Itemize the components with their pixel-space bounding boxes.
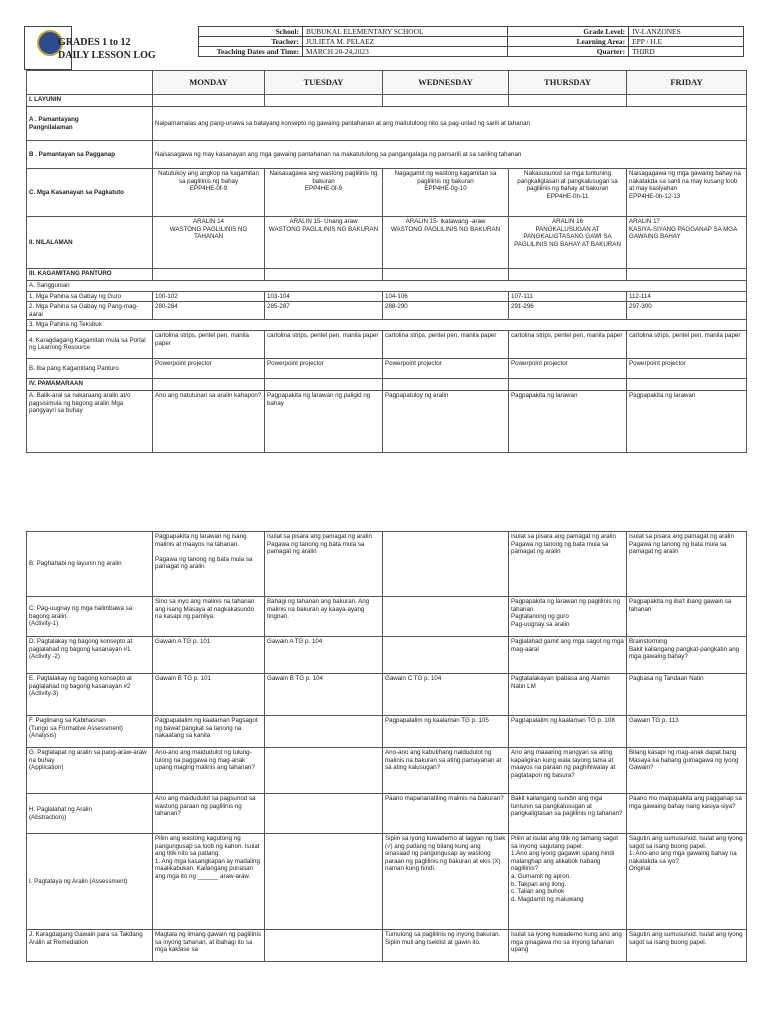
dates-value: MARCH 20-24,2023 bbox=[302, 47, 507, 57]
nilalaman-thursday: ARALIN 16 PANGKALUSUGAN AT PANGKALIGTASANG GAWI SA PAGLILINIS NG BAHAY AT BAKURAN bbox=[509, 217, 627, 269]
log-title bbox=[58, 36, 156, 62]
day-thursday: THURSDAY bbox=[509, 71, 627, 95]
kasanayan-tuesday: Naisasagawa ang wastong paglilinis ng bakuran EPP4HE-0f-9 bbox=[265, 169, 383, 217]
mag-aaral-thursday: 291-296 bbox=[509, 302, 627, 320]
halimbawa-label: C. Pag-uugnay ng mga halimbawa sa bagong aralin. (Activity-1) bbox=[27, 597, 153, 637]
nilalaman-wednesday: ARALIN 15- Ikalawang -araw WASTONG PAGLILINIS NG BAKURAN bbox=[383, 217, 509, 269]
remediation-label: J. Karagdagang Gawain para sa Takdang Aralin at Remediation bbox=[27, 930, 153, 962]
guro-label: 1. Mga Pahina sa Gabay ng Guro bbox=[27, 291, 153, 302]
pamamaraan-label: IV. PAMAMARAAN bbox=[27, 378, 153, 390]
balik-label: A. Balik-aral sa nakaraang aralin at/o pagsisimula ng bagong aralin Mga pangyayri sa buhay bbox=[27, 390, 153, 452]
iba-monday: Powerpoint projector bbox=[153, 358, 265, 378]
karagdagang-wednesday: cartolina strips, pentel pen, manila paper bbox=[383, 330, 509, 358]
day-wednesday: WEDNESDAY bbox=[383, 71, 509, 95]
paghahabi-tuesday: Isulat sa pisara ang pamagat ng aralin Pagawa ng tanong ng bata mula sa pamagat ng aralin bbox=[265, 532, 383, 597]
pagtataya-thursday: Piliin at isulat ang titik ng tamang sagot sa inyong sagutang papel. 1.Ano ang iyong gagawin upang hindi malanghap ang alikabok habang naglilinis? a. Gumamit ng apron. b. Takpan ang ilong. c. Talian ang buhok d. Magdamit ng maluwang bbox=[509, 834, 627, 930]
karagdagang-label: 4. Karagdagang Kagamitan mula sa Portal ng Learning Resource bbox=[27, 330, 153, 358]
paglalapat-wednesday: Ano-ano ang kabutihang naidudulot ng malinis na bakuran sa ating pamayanan at sa ating kalusugan? bbox=[383, 748, 509, 794]
paglalapat-label: G. Paglalapat ng aralin sa pang-araw-araw na buhay (Application) bbox=[27, 748, 153, 794]
area-value: EPP / H.E bbox=[629, 37, 744, 47]
pagganap-text: Naisasagawa ng may kasanayan ang mga gawaing pantahanan na makatutulong sa pangangalaga ng pansarili at sa sariling tahanan bbox=[153, 141, 747, 169]
paghahabi-label: B. Paghahabi ng layunin ng aralin bbox=[27, 532, 153, 597]
sanggunian-label: A. Sanggunian bbox=[27, 281, 747, 292]
konsepto1-label: D. Pagtalakay ng bagong konsepto at paglalahad ng bagong kasanayan #1 (Activity -2) bbox=[27, 637, 153, 674]
guro-thursday: 107-111 bbox=[509, 291, 627, 302]
paglalahat-thursday: Bakit kailangang sundin ang mga tuntunin sa pangkalusugan at pangkaligtasan sa paglilinis ng tahanan? bbox=[509, 794, 627, 834]
corner-cell bbox=[27, 71, 153, 95]
guro-wednesday: 104-106 bbox=[383, 291, 509, 302]
paglalahat-monday: Ano ang maidudulot sa pagsunod sa wastong paraan ng paglilinis ng tahanan? bbox=[153, 794, 265, 834]
day-tuesday: TUESDAY bbox=[265, 71, 383, 95]
mag-aaral-label: 2. Mga Pahina sa Gabay ng Pang-mag-aaral bbox=[27, 302, 153, 320]
lesson-log-table-bottom bbox=[26, 531, 747, 962]
kabihasaan-monday: Pagpapalalim ng kaalaman Pagsagot ng bawat pangkat sa tanong na nakaatang sa kanila bbox=[153, 716, 265, 748]
karagdagang-thursday: cartolina strips, pentel pen, manila paper bbox=[509, 330, 627, 358]
konsepto2-thursday: Pagtatalakayan Ipabasa ang Alamin Natin LM bbox=[509, 674, 627, 716]
quarter-label: Quarter: bbox=[507, 47, 629, 57]
remediation-wednesday: Tumulong sa paglilinis ng inyong bakuran. Sipiin muli ang tseklist at gawin ito. bbox=[383, 930, 509, 962]
title-line2: DAILY LESSON LOG bbox=[58, 50, 156, 61]
konsepto2-monday: Gawain B TG p. 101 bbox=[153, 674, 265, 716]
kabihasaan-label: F. Paglinang sa Kabihasnan (Tungo sa Formative Assessment) (Analysis) bbox=[27, 716, 153, 748]
lesson-log-table-top bbox=[26, 70, 747, 453]
iba-friday: Powerpoint projector bbox=[627, 358, 747, 378]
balik-thursday: Pagpapakita ng larawan bbox=[509, 390, 627, 452]
paglalapat-friday: Bilang kasapi ng mag-anak dapat bang Masaya ka habang gumagawa ng iyong Gawain? bbox=[627, 748, 747, 794]
kasanayan-monday: Natutukoy ang angkop na kagamitan sa paglilinis ng bahay EPP4HE-0f-9 bbox=[153, 169, 265, 217]
karagdagang-friday: cartolina strips, pentel pen, manila paper bbox=[627, 330, 747, 358]
halimbawa-tuesday: Bahagi ng tahanan ang bakuran. Ang malinis na bakuran ay kaaya-ayang tingnan. bbox=[265, 597, 383, 637]
iba-tuesday: Powerpoint projector bbox=[265, 358, 383, 378]
paghahabi-wednesday bbox=[383, 532, 509, 597]
karagdagang-monday: cartolina strips, pentel pen, manila paper bbox=[153, 330, 265, 358]
paglalapat-tuesday bbox=[265, 748, 383, 794]
konsepto1-wednesday bbox=[383, 637, 509, 674]
kasanayan-wednesday: Nagagamit ng wastong kagamitan sa paglilinis ng bakuran EPP4HE-0g-10 bbox=[383, 169, 509, 217]
layunin-label: I. LAYUNIN bbox=[27, 95, 153, 107]
remediation-thursday: Isulat sa iyong kuwaderno kung ano ang mga ginagawa mo sa inyong tahanan upang bbox=[509, 930, 627, 962]
nilalaman-monday: ARALIN 14 WASTONG PAGLILINIS NG TAHANAN bbox=[153, 217, 265, 269]
mag-aaral-monday: 280-284 bbox=[153, 302, 265, 320]
konsepto1-thursday: Paglalahad gamit ang mga sagot ng mga mag-aaral bbox=[509, 637, 627, 674]
iba-thursday: Powerpoint projector bbox=[509, 358, 627, 378]
pagganap-label: B . Pamantayan sa Pagganap bbox=[27, 141, 153, 169]
konsepto2-wednesday: Gawain C TG p. 104 bbox=[383, 674, 509, 716]
pagtataya-label: I. Pagtataya ng Aralin (Assessment) bbox=[27, 834, 153, 930]
kabihasaan-friday: Gawain TG p. 113 bbox=[627, 716, 747, 748]
day-friday: FRIDAY bbox=[627, 71, 747, 95]
header-info-table bbox=[198, 26, 744, 57]
kagamitan-label: III. KAGAMITANG PANTURO bbox=[27, 269, 153, 281]
quarter-value: THIRD bbox=[629, 47, 744, 57]
halimbawa-monday: Sino sa inyo ang malinis na tahanan ang isang Masaya at nagkakasundo na kasapi ng pamilya. bbox=[153, 597, 265, 637]
pagtataya-friday: Sagutin ang sumusunod. Isulat ang iyong sagot sa isang buong papel. 1. Ano-ano ang mga gawaing bahay na nakatakda sa iyo? Original bbox=[627, 834, 747, 930]
iba-wednesday: Powerpoint projector bbox=[383, 358, 509, 378]
konsepto1-tuesday: Gawain A TG p. 104 bbox=[265, 637, 383, 674]
pagtataya-tuesday bbox=[265, 834, 383, 930]
balik-tuesday: Pagpapakita ng larawan ng paligid ng bahay bbox=[265, 390, 383, 452]
paglalahat-tuesday bbox=[265, 794, 383, 834]
kabihasaan-thursday: Pagpapalalim ng kaalaman TG p. 108 bbox=[509, 716, 627, 748]
pamantayang-label: A . Pamantayang Pangnilalaman bbox=[27, 107, 153, 141]
balik-monday: Ano ang natutunan sa aralin kahapon? bbox=[153, 390, 265, 452]
balik-friday: Pagpapakita ng larawan bbox=[627, 390, 747, 452]
guro-tuesday: 103-104 bbox=[265, 291, 383, 302]
kasanayan-thursday: Nakasusunod sa mga tuntuning pangkaligtasan at pangkalusugan sa paglilinis ng bahay at bakuran EPP4HE-0h-11 bbox=[509, 169, 627, 217]
mag-aaral-tuesday: 285-287 bbox=[265, 302, 383, 320]
pagtataya-wednesday: Sipiin sa iyong kuwaderno at lagyan ng tsek (√) ang patlang ng bilang kung ang sinasaad ng pangungusap ay wastong paraan ng paglilinis ng bakuran at ekis (X) naman kung hindi. bbox=[383, 834, 509, 930]
karagdagang-tuesday: cartolina strips, pentel pen, manila paper bbox=[265, 330, 383, 358]
kasanayan-friday: Naisagagawa ng mga gawaing bahay na nakatakda sa sarili na may kusang loob at may kasiyahan EPP4HE-0h-12-13 bbox=[627, 169, 747, 217]
konsepto2-friday: Pagbasa ng Tandaan Natin bbox=[627, 674, 747, 716]
kabihasaan-tuesday bbox=[265, 716, 383, 748]
konsepto1-monday: Gawain A TG p. 101 bbox=[153, 637, 265, 674]
konsepto2-tuesday: Gawain B TG p. 104 bbox=[265, 674, 383, 716]
school-label: School: bbox=[199, 27, 303, 37]
konsepto2-label: E. Pagtalakay ng bagong konsepto at paglalahad ng bagong kasanayan #2 (Activity-3) bbox=[27, 674, 153, 716]
mag-aaral-wednesday: 288-290 bbox=[383, 302, 509, 320]
remediation-monday: Magtala ng limang gawain ng paglilinis sa inyong tahanan, at ibahagi ito sa mga kaklase sa bbox=[153, 930, 265, 962]
guro-monday: 100-102 bbox=[153, 291, 265, 302]
paglalahat-label: H. Paglalahat ng Aralin (Abstraction)) bbox=[27, 794, 153, 834]
header bbox=[24, 26, 744, 70]
iba-label: B. Iba pang Kagamitang Panturo bbox=[27, 358, 153, 378]
grade-label: Grade Level: bbox=[507, 27, 629, 37]
day-monday: MONDAY bbox=[153, 71, 265, 95]
konsepto1-friday: Brainstorming Bakit kailangang pangkat-pangkatin ang mga gawaing bahay? bbox=[627, 637, 747, 674]
teacher-label: Teacher: bbox=[199, 37, 303, 47]
balik-wednesday: Pagpapatuloy ng aralin bbox=[383, 390, 509, 452]
guro-friday: 112-114 bbox=[627, 291, 747, 302]
pamantayang-text: Naipamamalas ang pang-unawa sa batayang konsepto ng gawaing pantahanan at ang maitutulong nito sa pag-unlad ng sarili at tahanan bbox=[153, 107, 747, 141]
dates-label: Teaching Dates and Time: bbox=[199, 47, 303, 57]
nilalaman-friday: ARALIN 17 KASIYA-SIYANG PAGGANAP SA MGA GAWAING BAHAY bbox=[627, 217, 747, 269]
mag-aaral-friday: 297-300 bbox=[627, 302, 747, 320]
nilalaman-label: II. NILALAMAN bbox=[27, 217, 153, 269]
area-label: Learning Area: bbox=[507, 37, 629, 47]
paglalahat-friday: Paano mo maipapakita ang pagganap sa mga gawaing bahay nang kasiya-siya? bbox=[627, 794, 747, 834]
kasanayan-label: C. Mga Kasanayan sa Pagkatuto bbox=[27, 169, 153, 217]
paghahabi-thursday: Isulat sa pisara ang pamagat ng aralin Pagawa ng tanong ng bata mula sa pamagat ng aralin bbox=[509, 532, 627, 597]
kabihasaan-wednesday: Pagpapalalim ng kaalaman TG p. 105 bbox=[383, 716, 509, 748]
halimbawa-thursday: Pagpapakita ng larawan ng paglilinis ng tahanan. Pagtatanong ng guro Pag-uugnay sa aralin bbox=[509, 597, 627, 637]
remediation-friday: Sagutin ang sumusunod. Isulat ang iyong sagot sa isang buong papel. bbox=[627, 930, 747, 962]
paglalahat-wednesday: Paano mapananatiling malinis na bakuran? bbox=[383, 794, 509, 834]
paghahabi-friday: Isulat sa pisara ang pamagat ng aralin Pagawa ng tanong ng bata mula sa pamagat ng aralin bbox=[627, 532, 747, 597]
remediation-tuesday bbox=[265, 930, 383, 962]
title-line1: GRADES 1 to 12 bbox=[58, 37, 131, 48]
halimbawa-wednesday bbox=[383, 597, 509, 637]
school-value: BUBUKAL ELEMENTARY SCHOOL bbox=[302, 27, 507, 37]
teacher-value: JULIETA M. PELAEZ bbox=[302, 37, 507, 47]
paglalapat-thursday: Ano ang maaaring mangyari sa ating kapaligiran kung wala tayong tama at maayos na paraan ng paghihiwalay at pagtatapon ng basura? bbox=[509, 748, 627, 794]
pagtataya-monday: Piliin ang wastong kagutong ng pangungusap sa loob ng kahon. Isulat ang titik nito sa patlang: 1. Ang mga kasangkapan ay madaling maalikabukan. Kailangang punasan ang mga ito ng ______ araw-araw. bbox=[153, 834, 265, 930]
halimbawa-friday: Pagpapakita ng iba't ibang gawain sa tahanan bbox=[627, 597, 747, 637]
paglalapat-monday: Ano-ano ang maidudulot ng tulung-tulong na paggawa ng mag-anak upang maging malinis ang tahanan? bbox=[153, 748, 265, 794]
grade-value: IV-LANZONES bbox=[629, 27, 744, 37]
teksbuk-label: 3. Mga Pahina ng Teksbuk bbox=[27, 320, 747, 331]
paghahabi-monday: Pagpapakita ng larawan ng isang malinis at maayos na tahanan. Pagawa ng tanong ng bata mula sa pamagat ng aralin bbox=[153, 532, 265, 597]
nilalaman-tuesday: ARALIN 15- Unang araw WASTONG PAGLILINIS NG BAKURAN bbox=[265, 217, 383, 269]
